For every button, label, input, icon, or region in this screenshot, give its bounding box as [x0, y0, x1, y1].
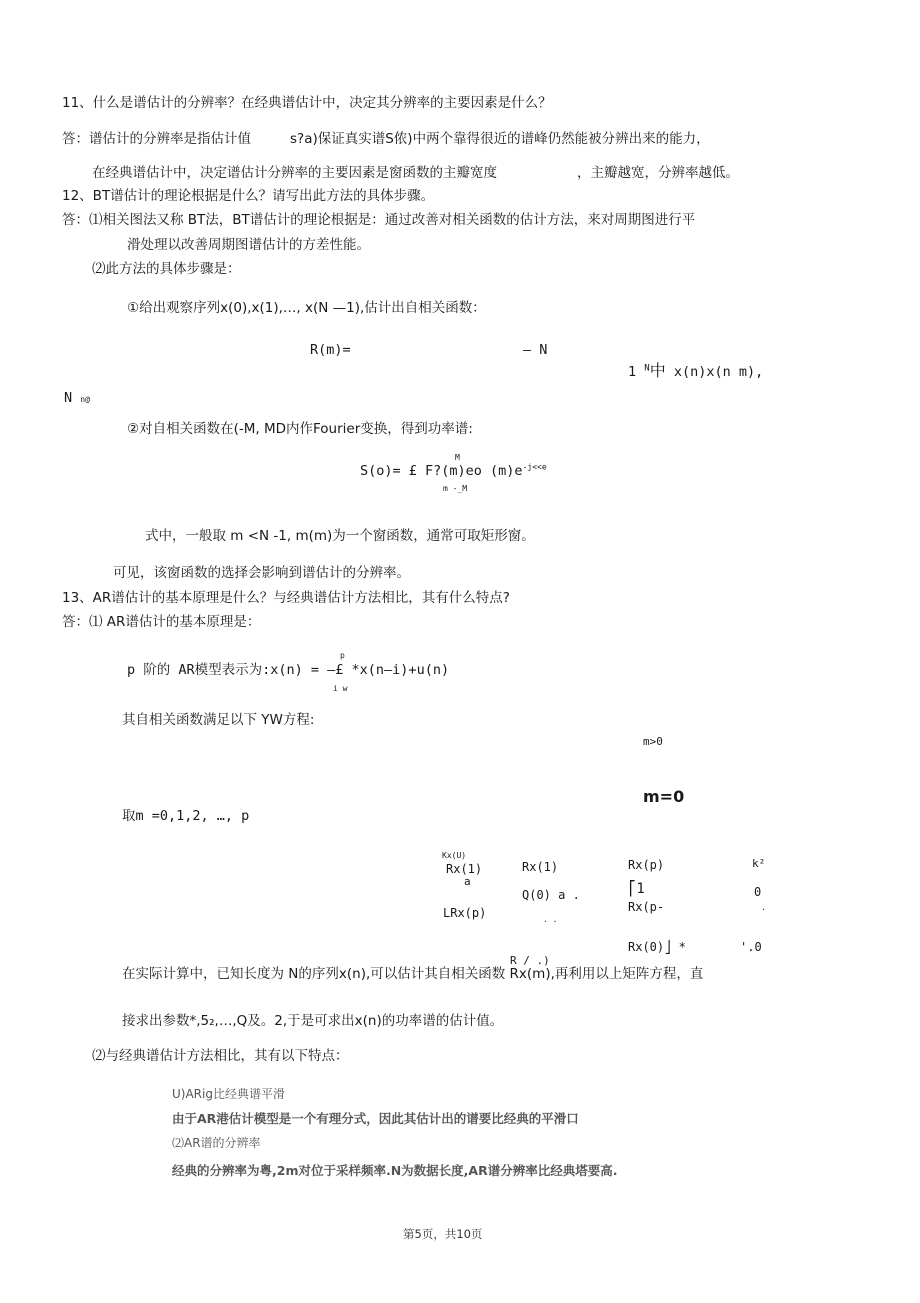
- matrix-r2c3: ⎡1: [628, 881, 645, 897]
- q12-step-header: ⑵此方法的具体步骤是：: [92, 261, 241, 277]
- eq2-main: [360, 462, 547, 480]
- eq2-top: M: [455, 453, 460, 462]
- q13-answer-header: 答：⑴ AR谱估计的基本原理是：: [62, 614, 261, 630]
- matrix-r1c2: Rx(1): [522, 860, 559, 874]
- matrix-r1c1: Rx(1): [446, 862, 483, 876]
- q12-note1: 式中，一般取 m <N -1, m(m)为一个窗函数，通常可取矩形窗。: [145, 528, 535, 544]
- eq1-right-b: 中: [649, 361, 666, 380]
- cond-m-eq-0: m=0: [643, 787, 685, 806]
- eq2-bottom: m -_M: [443, 484, 468, 493]
- q11-answer-line1-a: 答：谱估计的分辨率是指估计值: [62, 131, 251, 147]
- feature1-desc: 由于AR港估计模型是一个有理分式，因此其估计出的谱要比经典的平滑口: [172, 1111, 579, 1126]
- matrix-r1c3: Rx(p): [628, 858, 665, 872]
- q12-answer-line1: 答：⑴相关图法又称 BT法，BT谱估计的理论根据是：通过改善对相关函数的估计方法，来对周期图进行平: [62, 212, 696, 228]
- feature-header: ⑵与经典谱估计方法相比，其有以下特点：: [92, 1048, 349, 1064]
- eq2-exp: -j<<e: [522, 462, 547, 472]
- yw-line: 其自相关函数满足以下 YW方程:: [122, 712, 315, 728]
- matrix-r3c3: Rx(p-: [628, 900, 665, 914]
- take-m-line: 取m =0,1,2, …, p: [122, 808, 250, 824]
- eq1-right: [628, 361, 763, 381]
- matrix-r4c1: R / .): [510, 954, 550, 967]
- matrix-r4c4: '.0: [740, 940, 762, 954]
- cond-m-gt-0: m>0: [643, 735, 663, 748]
- matrix-r1c1-top: Kx(U): [442, 851, 467, 860]
- eq1-right-sup: N: [644, 363, 650, 374]
- eq1-n-main: N: [64, 390, 73, 406]
- matrix-r2c4: 0: [754, 885, 762, 899]
- q11-answer-line2-b: ，主瓣越宽，分辨率越低。: [577, 165, 739, 181]
- eq1-n: [64, 389, 90, 407]
- calc-line1: 在实际计算中，已知长度为 N的序列x(n),可以估计其自相关函数 Rx(m),再利用以上矩阵方程，直: [122, 966, 704, 982]
- matrix-r2c2: Q(0) a .: [522, 888, 580, 902]
- q12-step2: ②对自相关函数在(-M, MD内作Fourier变换，得到功率谱:: [127, 421, 473, 437]
- q12-note2: 可见，该窗函数的选择会影响到谱估计的分辨率。: [113, 565, 410, 581]
- model-sub: i w: [333, 684, 348, 693]
- calc-line2: 接求出参数*,5₂,…,Q及。2,于是可求出x(n)的功率谱的估计值。: [122, 1013, 504, 1029]
- matrix-r4c3: Rx(0)⎦ *: [628, 940, 686, 954]
- eq2-main-text: S(o)= £ F?(m)eo (m)e: [360, 463, 523, 479]
- model-line: p 阶的 AR模型表示为:x(n) = —£ *x(n—i)+u(n): [127, 662, 450, 678]
- matrix-r3c2: . .: [543, 915, 558, 924]
- q12-step1: ①给出观察序列x(0),x(1),…, x(N —1),估计出自相关函数：: [127, 300, 486, 316]
- feature2-desc: 经典的分辨率为粤,2m对位于采样频率.N为数据长度,AR谱分辨率比经典塔要高.: [172, 1163, 618, 1178]
- eq1-right-a: 1: [628, 364, 645, 380]
- eq1-left: R(m)=: [310, 342, 351, 358]
- matrix-r3c4: .: [761, 903, 766, 912]
- q13-question: 13、AR谱估计的基本原理是什么？与经典谱估计方法相比，其有什么特点?: [62, 590, 510, 606]
- matrix-r1c1-sub: a: [464, 875, 471, 888]
- matrix-r1c4: k²: [752, 857, 766, 870]
- page-footer: 第5页，共10页: [403, 1227, 483, 1241]
- model-sup: p: [340, 651, 345, 660]
- q12-question: 12、BT谱估计的理论根据是什么？请写出此方法的具体步骤。: [62, 188, 435, 204]
- feature2-title: ⑵AR谱的分辨率: [172, 1136, 261, 1150]
- matrix-r3c1: LRx(p): [443, 906, 487, 920]
- eq1-mid: — N: [523, 342, 548, 358]
- q12-answer-line2: 滑处理以改善周期图谱估计的方差性能。: [127, 237, 370, 253]
- q11-answer-line1-b: s?a)保证真实谱S侬)中两个靠得很近的谱峰仍然能被分辨出来的能力，: [290, 131, 710, 147]
- eq1-n-sub: n@: [80, 395, 90, 404]
- q11-question: 11、什么是谱估计的分辨率？在经典谱估计中，决定其分辨率的主要因素是什么？: [62, 95, 552, 111]
- feature1-title: U)ARig比经典谱平滑: [172, 1087, 285, 1101]
- eq1-right-c: x(n)x(n m),: [665, 364, 764, 380]
- q11-answer-line2-a: 在经典谱估计中，决定谱估计分辨率的主要因素是窗函数的主瓣宽度: [92, 165, 497, 181]
